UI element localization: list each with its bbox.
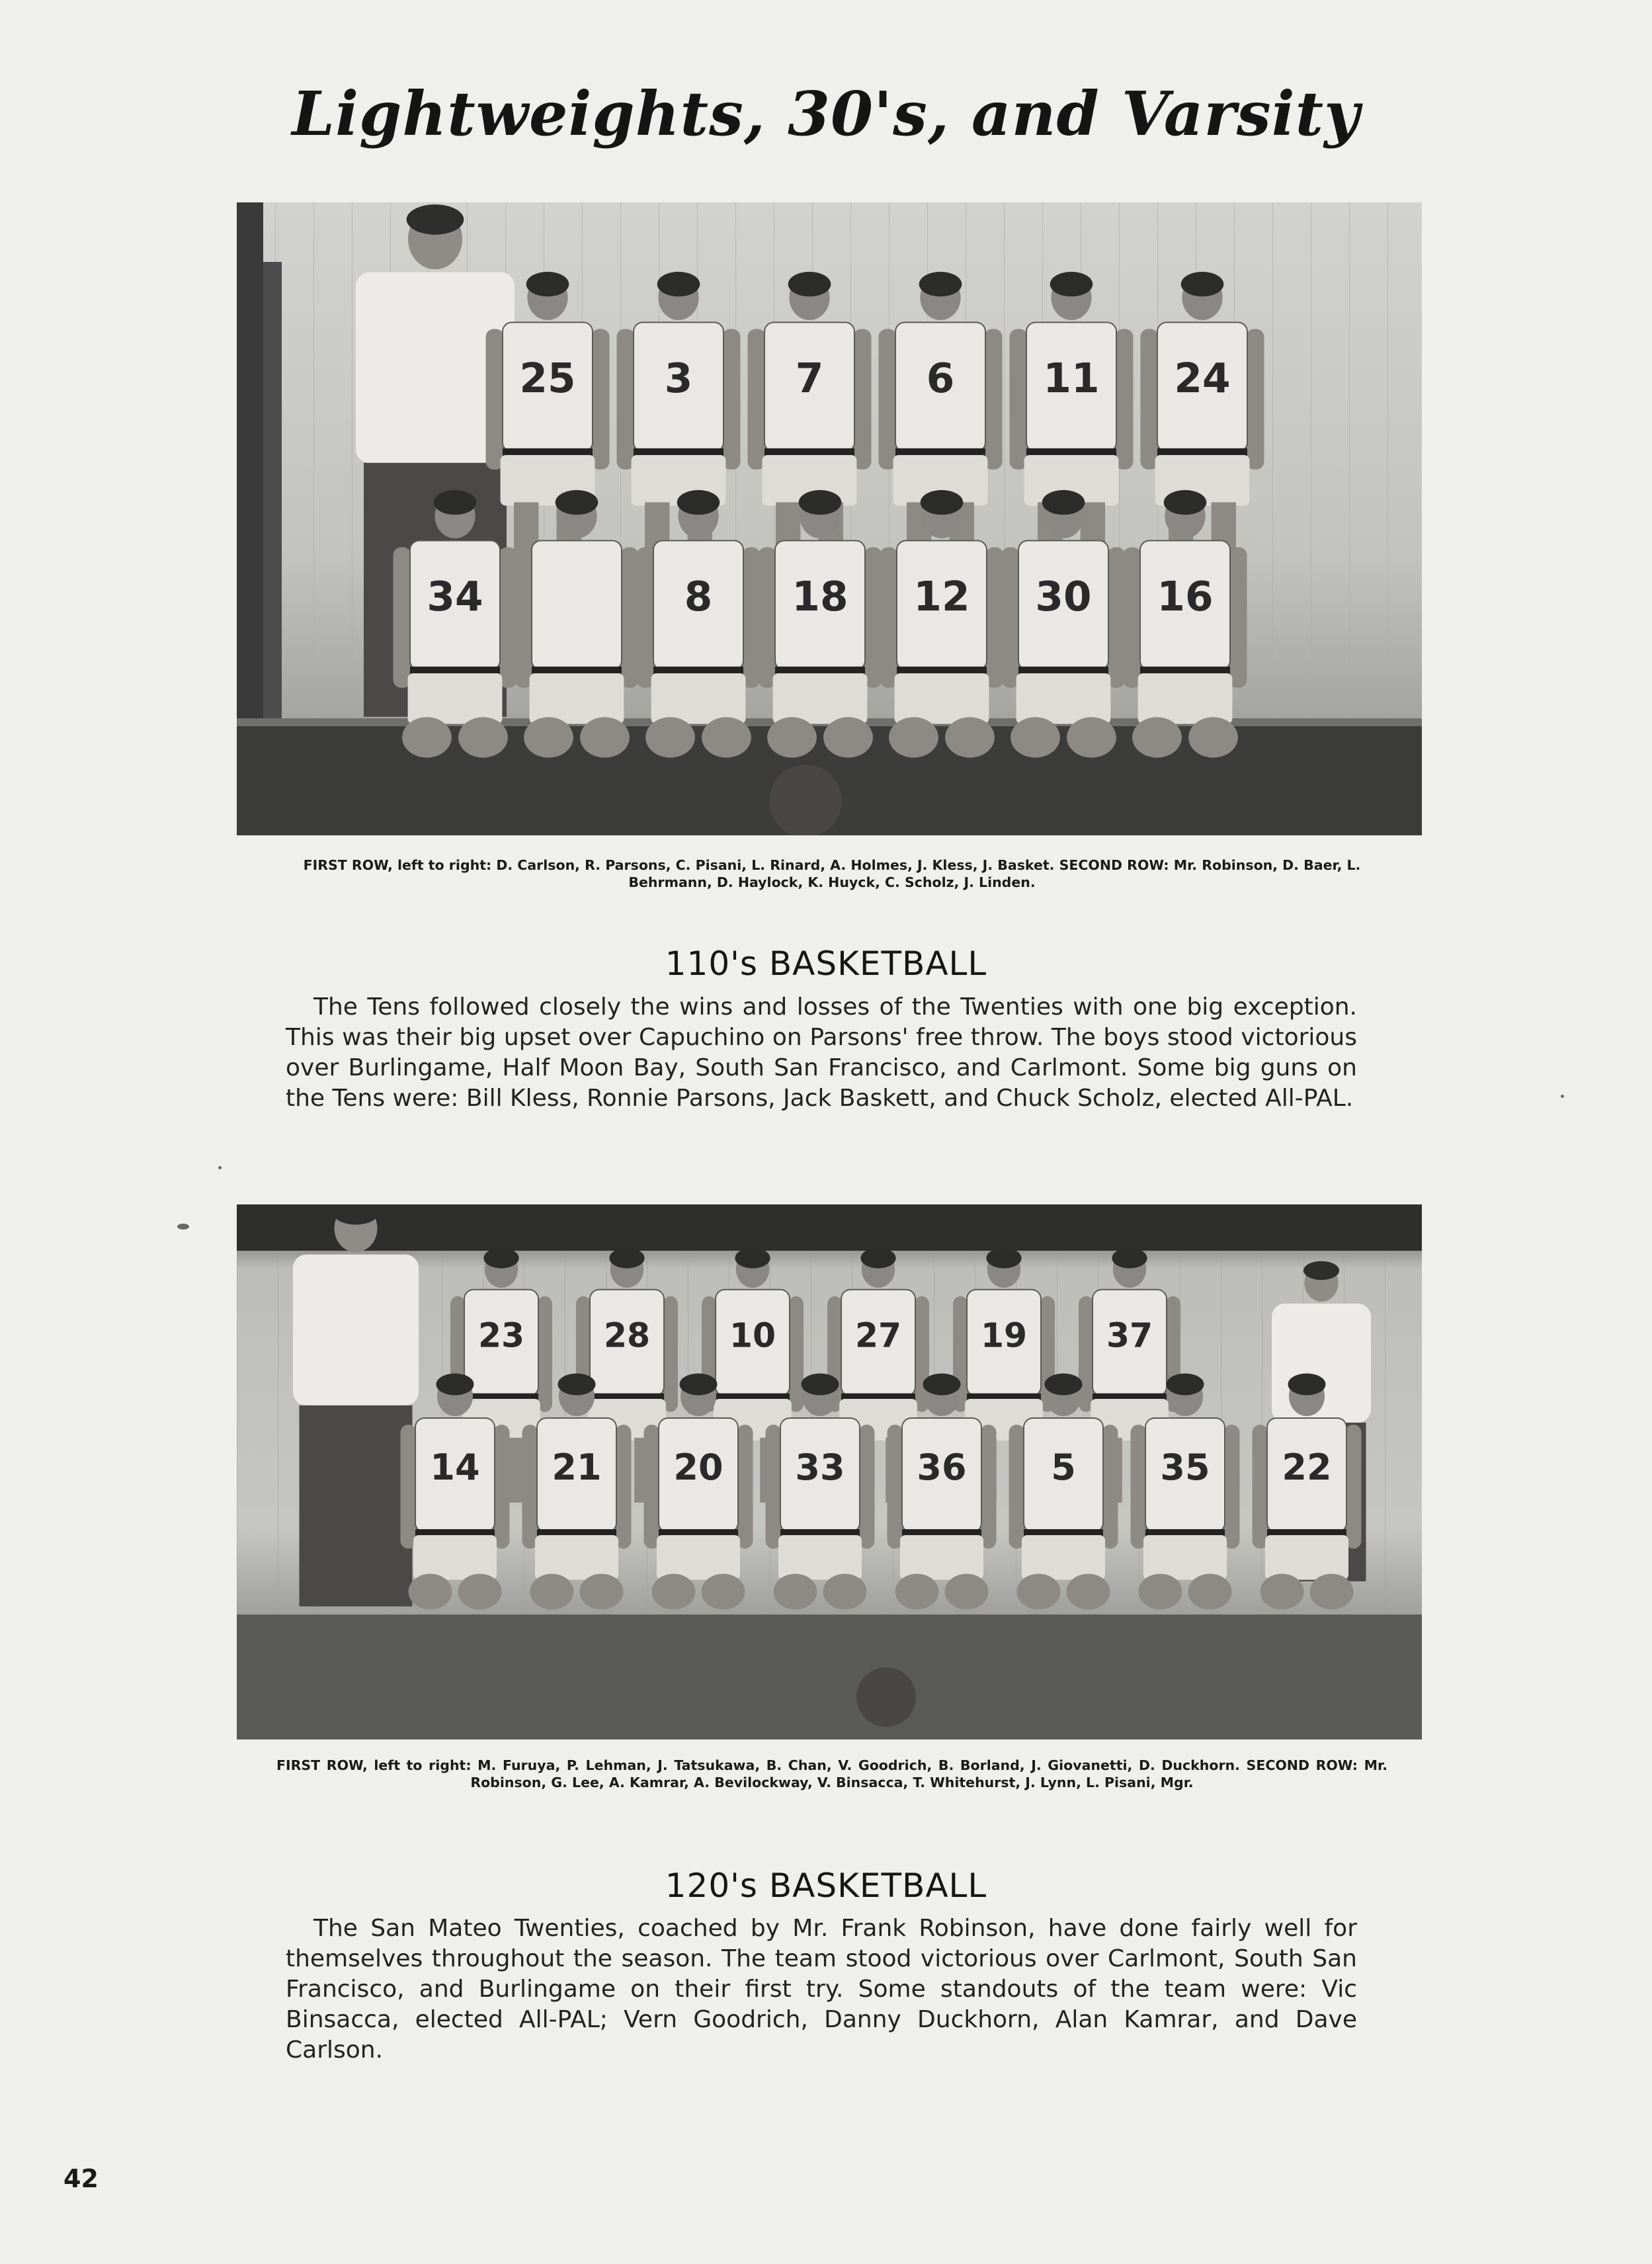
basketball xyxy=(769,765,842,835)
player-knee xyxy=(1139,1574,1182,1610)
player-arm xyxy=(1229,547,1247,688)
player-hair xyxy=(436,1374,474,1396)
player-hair xyxy=(677,490,720,515)
player-arm xyxy=(859,1425,875,1549)
player-knee xyxy=(945,717,995,757)
jersey-number: 7 xyxy=(795,355,824,402)
player-arm xyxy=(742,547,760,688)
player-hair xyxy=(860,1248,895,1269)
player-arm xyxy=(789,1296,804,1412)
player-arm xyxy=(515,547,533,688)
section-body-120s: The San Mateo Twenties, coached by Mr. Frank Robinson, have done fairly well for themselves throughout the season. The team stood victorious over Carlmont, South San Francisco, and Burlingame on their first try. Some standouts of the team were: Vic Binsacca, elected All-PAL; Vern Goodrich, Danny Duckhorn, Alan Kamrar, and Dave Carlson. xyxy=(286,1915,1357,2064)
player-hair xyxy=(1042,490,1085,515)
jersey-number: 14 xyxy=(430,1446,480,1488)
player-shorts xyxy=(1265,1535,1348,1580)
player-arm xyxy=(522,1425,538,1549)
player-arm xyxy=(1124,547,1141,688)
jersey-number: 28 xyxy=(603,1316,651,1355)
player-arm xyxy=(393,547,411,688)
player-knee xyxy=(458,717,508,757)
player-knee xyxy=(1310,1574,1354,1610)
player-hair xyxy=(526,272,569,296)
jersey-number: 10 xyxy=(729,1316,776,1355)
player-knee xyxy=(524,717,573,757)
player-knee xyxy=(774,1574,817,1610)
player-shorts xyxy=(900,1535,983,1580)
coach-hair xyxy=(1303,1261,1339,1280)
player-hair xyxy=(919,272,962,296)
team-photo-110s xyxy=(237,202,1422,835)
jersey-number: 20 xyxy=(673,1446,723,1488)
jersey-number: 3 xyxy=(664,355,693,402)
player-arm xyxy=(1224,1425,1240,1549)
player-arm xyxy=(864,547,882,688)
photo-caption-120s: FIRST ROW, left to right: M. Furuya, P. Lehman, J. Tatsukawa, B. Chan, V. Goodrich, B. Borland, J. Giovanetti, D. Duckhorn. SECOND ROW: Mr. Robinson, G. Lee, A. Kamrar, A. Bevilockway, V. Binsacca, T. Whitehurst, J. Lynn, L. Pisani, Mgr. xyxy=(276,1757,1387,1790)
player-arm xyxy=(617,329,635,470)
player-knee xyxy=(1132,717,1182,757)
jersey-number: 36 xyxy=(917,1446,967,1488)
jersey-number: 22 xyxy=(1282,1446,1332,1488)
player-arm xyxy=(538,1296,552,1412)
jersey-number: 18 xyxy=(792,573,848,620)
player-shorts xyxy=(1016,673,1111,724)
player-arm xyxy=(620,547,638,688)
player-shorts xyxy=(1022,1535,1105,1580)
player-knee xyxy=(580,717,630,757)
player-hair xyxy=(1167,1374,1204,1396)
print-speck xyxy=(177,1224,189,1230)
player-arm xyxy=(1102,1425,1118,1549)
coach-figure xyxy=(293,1204,419,1607)
player-shorts xyxy=(895,673,989,724)
player-hair xyxy=(802,1374,839,1396)
player-hair xyxy=(434,490,477,515)
print-speck xyxy=(218,1166,222,1169)
player-knee xyxy=(889,717,938,757)
player-arm xyxy=(1346,1425,1362,1549)
player-arm xyxy=(766,1425,782,1549)
player-knee xyxy=(1011,717,1060,757)
player-knee xyxy=(895,1574,939,1610)
player-hair xyxy=(1112,1248,1147,1269)
player-hair xyxy=(680,1374,718,1396)
player-knee xyxy=(945,1574,989,1610)
player-hair xyxy=(1181,272,1224,296)
player-arm xyxy=(1253,1425,1268,1549)
player-hair xyxy=(483,1248,518,1269)
player-hair xyxy=(921,490,964,515)
player-arm xyxy=(1009,1425,1025,1549)
player-arm xyxy=(888,1425,903,1549)
player-arm xyxy=(879,329,897,470)
jersey-number: 33 xyxy=(795,1446,845,1488)
player-knee xyxy=(1260,1574,1304,1610)
coach-trousers xyxy=(300,1405,413,1607)
player-shorts xyxy=(530,673,624,724)
player-arm xyxy=(1107,547,1125,688)
jersey-number: 16 xyxy=(1157,573,1214,620)
player-hair xyxy=(657,272,700,296)
player-knee xyxy=(823,1574,867,1610)
team-photo-110s-image xyxy=(237,202,1422,835)
section-heading-120s: 120's BASKETBALL xyxy=(665,1866,987,1905)
jersey-number: 5 xyxy=(1051,1446,1076,1488)
player-arm xyxy=(663,1296,678,1412)
jersey-number: 21 xyxy=(552,1446,602,1488)
player-arm xyxy=(984,329,1002,470)
player-shorts xyxy=(778,1535,862,1580)
player-shorts xyxy=(408,673,503,724)
player-hair xyxy=(923,1374,961,1396)
player-hair xyxy=(556,490,599,515)
photo-caption-110s: FIRST ROW, left to right: D. Carlson, R. Parsons, C. Pisani, L. Rinard, A. Holmes, J. Kless, J. Basket. SECOND ROW: Mr. Robinson, D. Baer, L. Behrmann, D. Haylock, K. Huyck, C. Scholz, J. Linden. xyxy=(303,857,1361,890)
player-arm xyxy=(616,1425,632,1549)
jersey-number: 8 xyxy=(684,573,713,620)
basketball xyxy=(856,1667,916,1727)
player-knee xyxy=(402,717,452,757)
player-knee xyxy=(702,717,751,757)
player-knee xyxy=(530,1574,574,1610)
player-arm xyxy=(1131,1425,1147,1549)
player-knee xyxy=(1188,1574,1232,1610)
player-shorts xyxy=(1143,1535,1227,1580)
player-knee xyxy=(823,717,873,757)
player-arm xyxy=(981,1425,997,1549)
page-title: Lightweights, 30's, and Varsity xyxy=(292,78,1360,149)
jersey-number: 30 xyxy=(1035,573,1092,620)
jersey-number: 11 xyxy=(1043,355,1100,402)
jersey-number: 19 xyxy=(980,1316,1028,1355)
player-arm xyxy=(737,1425,753,1549)
coach-hair xyxy=(407,204,464,235)
player-arm xyxy=(499,547,516,688)
player-hair xyxy=(986,1248,1021,1269)
player-knee xyxy=(702,1574,745,1610)
jersey-number: 25 xyxy=(519,355,576,402)
player-hair xyxy=(1288,1374,1326,1396)
player-knee xyxy=(409,1574,452,1610)
player-arm xyxy=(1002,547,1020,688)
player-hair xyxy=(1050,272,1093,296)
player-knee xyxy=(767,717,817,757)
player-shorts xyxy=(413,1535,497,1580)
player-arm xyxy=(637,547,655,688)
section-body-110s: The Tens followed closely the wins and losses of the Twenties with one big exception. This was their big upset over Capuchino on Parsons' free throw. The boys stood victorious over Burlingame, Half Moon Bay, South San Francisco, and Carlmont. Some big guns on the Tens were: Bill Kless, Ronnie Parsons, Jack Baskett, and Chuck Scholz, elected All-PAL. xyxy=(286,993,1357,1112)
player-arm xyxy=(1141,329,1159,470)
player-hair xyxy=(799,490,842,515)
player-jersey xyxy=(532,540,622,670)
player-shorts xyxy=(657,1535,740,1580)
player-arm xyxy=(880,547,898,688)
player-hair xyxy=(1164,490,1207,515)
player-hair xyxy=(788,272,831,296)
player-knee xyxy=(1017,1574,1061,1610)
player-knee xyxy=(1067,1574,1110,1610)
jersey-number: 23 xyxy=(477,1316,525,1355)
jersey-number: 37 xyxy=(1106,1316,1153,1355)
section-heading-110s: 110's BASKETBALL xyxy=(665,944,987,983)
player-arm xyxy=(748,329,766,470)
player-arm xyxy=(853,329,871,470)
player-arm xyxy=(494,1425,510,1549)
jersey-number: 35 xyxy=(1160,1446,1210,1488)
player-shorts xyxy=(773,673,868,724)
player-arm xyxy=(486,329,504,470)
player-shorts xyxy=(651,673,746,724)
jersey-number: 12 xyxy=(913,573,970,620)
player-knee xyxy=(1067,717,1116,757)
player-knee xyxy=(458,1574,502,1610)
jersey-number: 27 xyxy=(854,1316,902,1355)
player-arm xyxy=(1246,329,1264,470)
player-shorts xyxy=(1138,673,1233,724)
player-arm xyxy=(1010,329,1028,470)
page-number: 42 xyxy=(63,2164,99,2193)
player-arm xyxy=(759,547,776,688)
team-photo-120s xyxy=(237,1204,1422,1740)
player-knee xyxy=(580,1574,624,1610)
jersey-number: 34 xyxy=(427,573,483,620)
player-knee xyxy=(1188,717,1238,757)
player-knee xyxy=(652,1574,696,1610)
player-knee xyxy=(645,717,695,757)
player-arm xyxy=(722,329,740,470)
player-shorts xyxy=(535,1535,618,1580)
jersey-number: 24 xyxy=(1174,355,1231,402)
player-hair xyxy=(1045,1374,1083,1396)
player-arm xyxy=(591,329,609,470)
player-arm xyxy=(644,1425,660,1549)
player-arm xyxy=(401,1425,417,1549)
coach-shirt xyxy=(293,1255,419,1405)
player-hair xyxy=(558,1374,596,1396)
player-hair xyxy=(609,1248,644,1269)
player-arm xyxy=(985,547,1003,688)
team-photo-120s-image xyxy=(237,1204,1422,1740)
print-speck xyxy=(1561,1095,1564,1098)
jersey-number: 6 xyxy=(926,355,955,402)
player-hair xyxy=(735,1248,770,1269)
player-arm xyxy=(1115,329,1133,470)
